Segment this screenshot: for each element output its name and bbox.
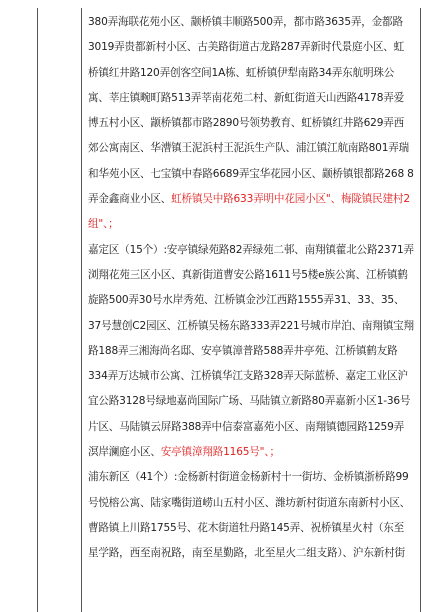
highlighted-text: 安亭镇漳翔路1165号"、； (160, 446, 280, 459)
continuation-paragraph (88, 10, 414, 238)
body-text: 浦东新区（41个）:金杨新村街道金杨新村十一街坊、金桥镇浙桥路99号悦榕公寓、陆家嘴街道崂山五村小区、潍坊新村街道东南新村小区、曹路镇上川路1755号、花木街道牡丹路145弄、祝桥镇星火村（东至星学路，西至南祝路，南至星勤路，北至星火二组支路）、沪东新村街 (88, 471, 411, 560)
jiading-paragraph (88, 238, 414, 466)
table-cell-content (88, 10, 414, 567)
column-divider (81, 8, 82, 612)
highlighted-text: 虹桥镇吴中路633弄明中花园小区"、梅陇镇民建村2组"、； (88, 193, 410, 231)
body-text: 380弄海联花苑小区、颛桥镇丰顺路500弄，都市路3635弄，金都路3019弄贵都新村小区、古美路街道古龙路287弄新时代景庭小区、虹桥镇红井路120弄创客空间1A栋、虹桥镇伊犁南路34弄东航明珠公寓、莘庄镇畹町路513弄莘南花苑二村、新虹街道天山西路4178弄爱博五村小区、颛桥镇都市路2890号领势教育、虹桥镇红井路629弄西郊公寓南区、华漕镇王泥浜村王泥浜生产队、浦江镇江航南路801弄瑞和华苑小区、七宝镇中春路6689弄宝华花园小区、颛桥镇银都路268 8弄金鑫商业小区、 (88, 16, 414, 206)
pudong-paragraph (88, 465, 414, 566)
body-text: 嘉定区（15个）:安亭镇绿苑路82弄绿苑二邨、南翔镇藿北公路2371弄浏翔花苑三区小区、真新街道曹安公路1611号5楼e族公寓、江桥镇鹤旋路500弄30号水岸秀苑、江桥镇金沙江西路1555弄31、33、35、37号慧创C2园区、江桥镇吴杨东路333弄221号城市岸泊、南翔镇宝翔路188弄三湘海尚名邸、安亭镇漳普路588弄井亭苑、江桥镇鹤友路334弄万达城市公寓、江桥镇华江支路328弄天际蓝桥、嘉定工业区沪宜公路3128号绿地嘉尚国际广场、马陆镇立新路80弄嘉新小区1-36号片区、马陆镇云屏路388弄中信泰富嘉苑小区、南翔镇德园路1259弄溟岸澜庭小区、 (88, 243, 414, 459)
